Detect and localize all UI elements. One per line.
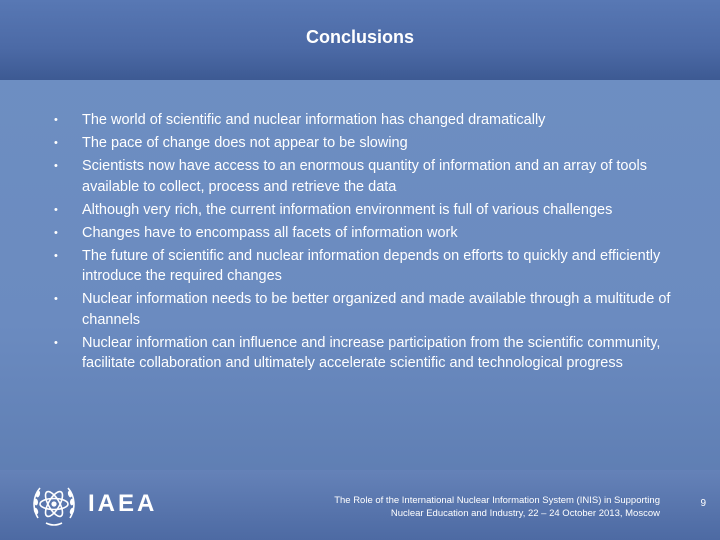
bullet-icon: • bbox=[54, 203, 58, 216]
list-item bbox=[54, 289, 674, 330]
bullet-icon: • bbox=[54, 249, 58, 262]
bullet-list bbox=[54, 110, 674, 376]
bullet-text: Scientists now have access to an enormous quantity of information and an array of tools available to collect, process and retrieve the data bbox=[82, 158, 648, 195]
bullet-text: Changes have to encompass all facets of information work bbox=[82, 224, 458, 241]
footer-text bbox=[260, 494, 660, 520]
bullet-text: The pace of change does not appear to be slowing bbox=[82, 135, 408, 151]
list-item bbox=[54, 333, 674, 374]
list-item bbox=[54, 110, 674, 131]
bullet-text: The world of scientific and nuclear information has changed dramatically bbox=[82, 112, 546, 128]
bullet-icon: • bbox=[54, 137, 58, 149]
list-item bbox=[54, 223, 674, 244]
list-item bbox=[54, 156, 674, 197]
list-item bbox=[54, 200, 674, 221]
slide-title: Conclusions bbox=[305, 27, 414, 47]
footer-line-1: The Role of the International Nuclear Information System (INIS) in Supporting bbox=[334, 495, 660, 506]
bullet-icon: • bbox=[54, 114, 58, 126]
page-number: 9 bbox=[700, 498, 706, 509]
list-item bbox=[54, 133, 674, 154]
bullet-text: Although very rich, the current information environment is full of various challenges bbox=[82, 201, 613, 218]
iaea-logo bbox=[28, 478, 208, 530]
bullet-text: The future of scientific and nuclear information depends on efforts to quickly and efficiently introduce the required changes bbox=[82, 247, 661, 284]
bullet-text: Nuclear information can influence and increase participation from the scientific community, facilitate collaboration and ultimately accelerate scientific and technological progress bbox=[82, 334, 661, 371]
footer-line-2: Nuclear Education and Industry, 22 – 24 October 2013, Moscow bbox=[390, 508, 660, 519]
bullet-icon: • bbox=[54, 160, 58, 172]
bullet-icon: • bbox=[54, 226, 58, 239]
list-item bbox=[54, 246, 674, 287]
bullet-text: Nuclear information needs to be better organized and made available through a multitude of channels bbox=[82, 291, 671, 328]
atom-laurel-icon bbox=[28, 478, 80, 530]
logo-text: IAEA bbox=[88, 490, 158, 517]
bullet-icon: • bbox=[54, 336, 58, 349]
bullet-icon: • bbox=[54, 293, 58, 305]
